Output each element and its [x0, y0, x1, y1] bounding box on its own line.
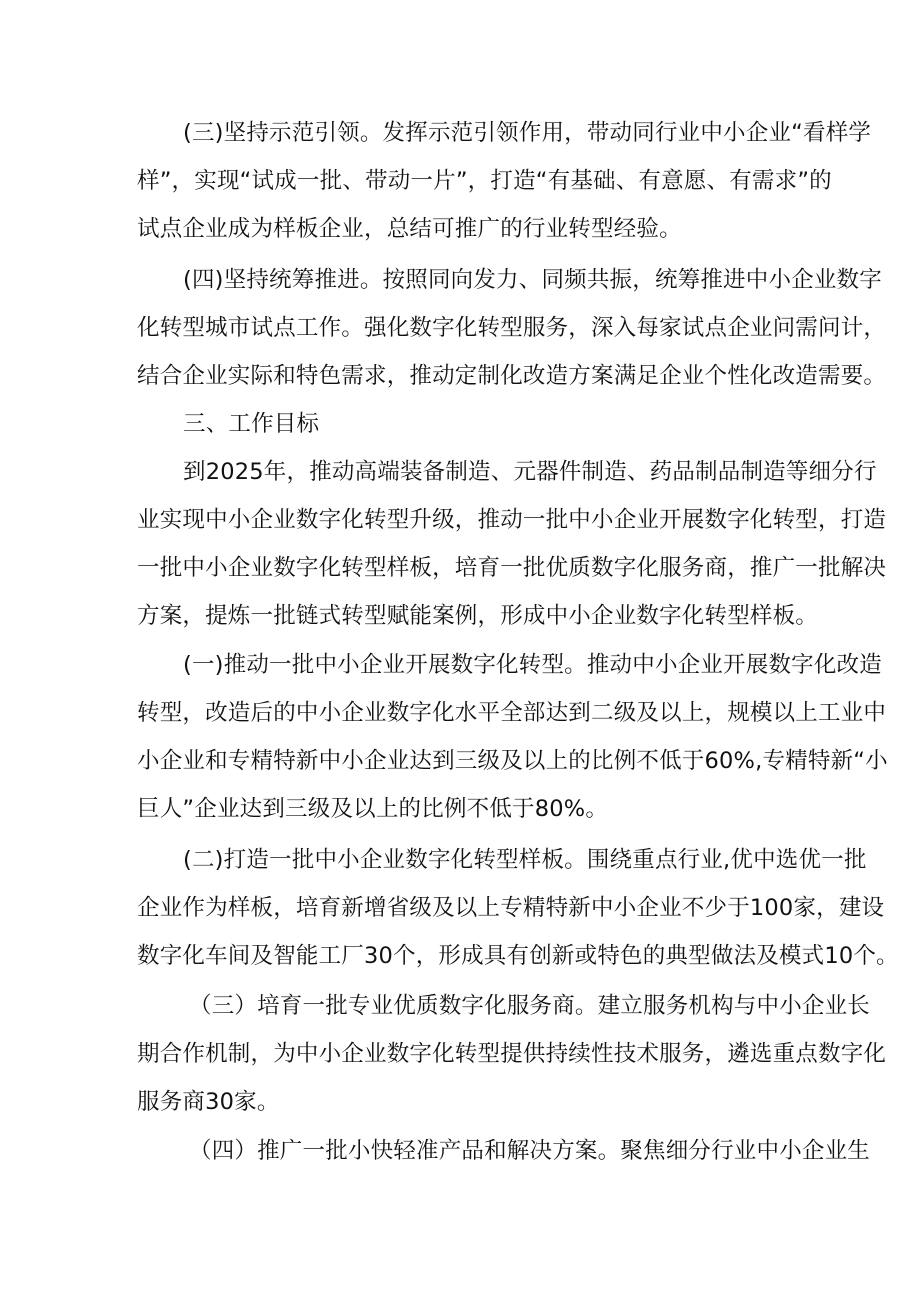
paragraph-line: 巨人”企业达到三级及以上的比例不低于80%。	[137, 796, 609, 822]
paragraph-line: 一批中小企业数字化转型样板，培育一批优质数字化服务商，推广一批解决	[137, 555, 887, 581]
paragraph-line: 期合作机制，为中小企业数字化转型提供持续性技术服务，遴选重点数字化	[137, 1041, 887, 1067]
paragraph-line: （四）推广一批小快轻准产品和解决方案。聚焦细分行业中小企业生	[189, 1138, 871, 1164]
paragraph-line: 转型，改造后的中小企业数字化水平全部达到二级及以上，规模以上工业中	[137, 700, 887, 726]
paragraph-line: (四)坚持统筹推进。按照同向发力、同频共振，统筹推进中小企业数字	[183, 267, 882, 293]
paragraph-line: 化转型城市试点工作。强化数字化转型服务，深入每家试点企业问需问计，	[137, 315, 887, 341]
paragraph-line: 试点企业成为样板企业，总结可推广的行业转型经验。	[137, 216, 682, 242]
paragraph-line: 业实现中小企业数字化转型升级，推动一批中小企业开展数字化转型，打造	[137, 507, 887, 533]
paragraph-line: (一)推动一批中小企业开展数字化转型。推动中小企业开展数字化改造	[183, 652, 882, 678]
paragraph-line: 到2025年，推动高端装备制造、元器件制造、药品制品制造等细分行	[183, 459, 877, 485]
paragraph-line: 企业作为样板，培育新增省级及以上专精特新中小企业不少于100家，建设	[137, 895, 885, 921]
paragraph-line: (二)打造一批中小企业数字化转型样板。围绕重点行业,优中选优一批	[183, 847, 867, 873]
paragraph-line: (三)坚持示范引领。发挥示范引领作用，带动同行业中小企业“看样学	[183, 120, 872, 146]
paragraph-line: 结合企业实际和特色需求，推动定制化改造方案满足企业个性化改造需要。	[137, 363, 887, 389]
paragraph-line: 样”，实现“试成一批、带动一片”，打造“有基础、有意愿、有需求”的	[137, 168, 832, 194]
paragraph-line: 服务商30家。	[137, 1089, 280, 1115]
paragraph-line: （三）培育一批专业优质数字化服务商。建立服务机构与中小企业长	[189, 993, 871, 1019]
paragraph-line: 方案，提炼一批链式转型赋能案例，形成中小企业数字化转型样板。	[137, 603, 819, 629]
paragraph-line: 数字化车间及智能工厂30个，形成具有创新或特色的典型做法及模式10个。	[137, 943, 899, 969]
paragraph-line: 小企业和专精特新中小企业达到三级及以上的比例不低于60%,专精特新“小	[137, 748, 888, 774]
section-heading: 三、工作目标	[183, 411, 320, 437]
